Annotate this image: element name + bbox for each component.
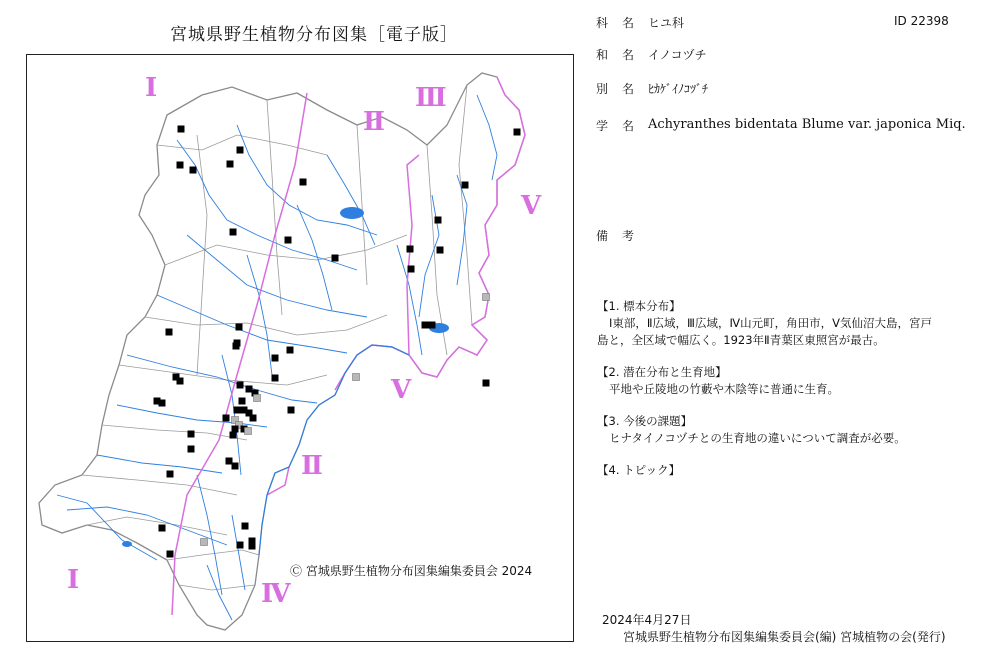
distribution-map [26,54,574,642]
alias-label-2: 名 [622,82,635,96]
specimen-marker [227,161,234,168]
specimen-marker [462,182,469,189]
region-5-south: Ⅴ [391,375,412,405]
specimen-marker [230,229,237,236]
note-1-body-line-2: 島と，全区域で幅広く。1923年Ⅱ青葉区東照宮が最古。 [597,333,885,347]
specimen-marker [188,446,195,453]
specimen-marker [233,343,240,350]
specimen-marker [236,324,243,331]
note-1-body-line-1: Ⅰ東部，Ⅱ広域，Ⅲ広域，Ⅳ山元町，角田市，Ⅴ気仙沼大島，宮戸 [609,316,932,330]
publication-date: 2024年4月27日 [602,613,692,627]
lake [340,207,364,219]
scientific-name-row [596,117,966,134]
region-5-east: Ⅴ [521,191,542,221]
specimen-marker [237,147,244,154]
note-1-heading: 【1. 標本分布】 [597,299,681,313]
note-3-heading: 【3. 今後の課題】 [597,414,693,428]
specimen-marker [159,525,166,532]
remarks-label-1: 備 [596,229,609,243]
specimen-marker [272,375,279,382]
specimen-marker [422,322,429,329]
specimen-marker [177,162,184,169]
map-copyright: Ⓒ 宮城県野生植物分布図集編集委員会 2024 [290,564,533,578]
lake [122,541,132,547]
scientific-label-1: 学 [596,119,609,133]
alias-value: ﾋｶｹﾞｲﾉｺﾂﾞﾁ [648,82,709,96]
specimen-marker [408,266,415,273]
specimen-marker [285,237,292,244]
japanese-label-1: 和 [596,48,609,62]
family-value: ヒユ科 [648,16,685,30]
specimen-marker [188,431,195,438]
alias-row [596,80,709,97]
map-title: 宮城県野生植物分布図集［電子版］ [170,25,458,45]
specimen-marker [178,126,185,133]
region-2-south: Ⅱ [301,451,323,481]
region-4: Ⅳ [261,579,291,609]
specimen-marker [300,179,307,186]
specimen-marker [237,542,244,549]
specimen-marker [288,407,295,414]
specimen-marker [177,378,184,385]
family-row [596,14,685,31]
specimen-marker [437,247,444,254]
specimen-marker [232,463,239,470]
specimen-marker [242,523,249,530]
specimen-marker [514,129,521,136]
specimen-marker [223,415,230,422]
specimen-marker [250,415,257,422]
specimen-marker [166,329,173,336]
japanese-name-row [596,46,707,63]
note-4-heading: 【4. トピック】 [597,463,681,477]
notes-section [597,298,977,479]
record-marker [483,294,490,301]
remarks-row [596,227,634,244]
region-2-north: Ⅱ [363,107,385,137]
specimen-marker [232,426,239,433]
family-label-2: 名 [622,16,635,30]
note-2-body: 平地や丘陵地の竹藪や木陰等に普通に生育。 [609,382,839,396]
specimen-marker [407,246,414,253]
specimen-marker [239,398,246,405]
specimen-marker [234,407,241,414]
specimen-marker [332,255,339,262]
specimen-marker [167,551,174,558]
specimen-marker [226,458,233,465]
record-marker [353,374,360,381]
region-1-north: Ⅰ [145,73,158,103]
specimen-marker [483,380,490,387]
remarks-label-2: 考 [622,229,635,243]
specimen-marker [246,386,253,393]
specimen-marker [429,322,436,329]
record-marker [254,395,261,402]
record-marker [201,539,208,546]
specimen-marker [287,347,294,354]
publisher: 宮城県野生植物分布図集編集委員会(編) 宮城植物の会(発行) [623,630,946,644]
specimen-marker [167,471,174,478]
specimen-marker [272,355,279,362]
note-3-body: ヒナタイノコヅチとの生育地の違いについて調査が必要。 [609,431,906,445]
specimen-marker [230,432,237,439]
note-2-heading: 【2. 潜在分布と生育地】 [597,365,727,379]
record-id: ID 22398 [894,14,949,28]
japanese-label-2: 名 [622,48,635,62]
scientific-name-value: Achyranthes bidentata Blume var. japonica Miq. [648,117,966,132]
scientific-label-2: 名 [622,119,635,133]
family-label-1: 科 [596,16,609,30]
prefecture-outline [39,73,525,630]
specimen-marker [237,382,244,389]
japanese-name-value: イノコヅチ [648,48,707,62]
region-1-south: Ⅰ [67,565,80,595]
alias-label-1: 別 [596,82,609,96]
region-3: Ⅲ [415,83,447,113]
record-marker [245,428,252,435]
specimen-marker [190,167,197,174]
specimen-marker [435,217,442,224]
map-canvas [27,55,574,642]
specimen-marker [249,543,256,550]
specimen-marker [159,400,166,407]
